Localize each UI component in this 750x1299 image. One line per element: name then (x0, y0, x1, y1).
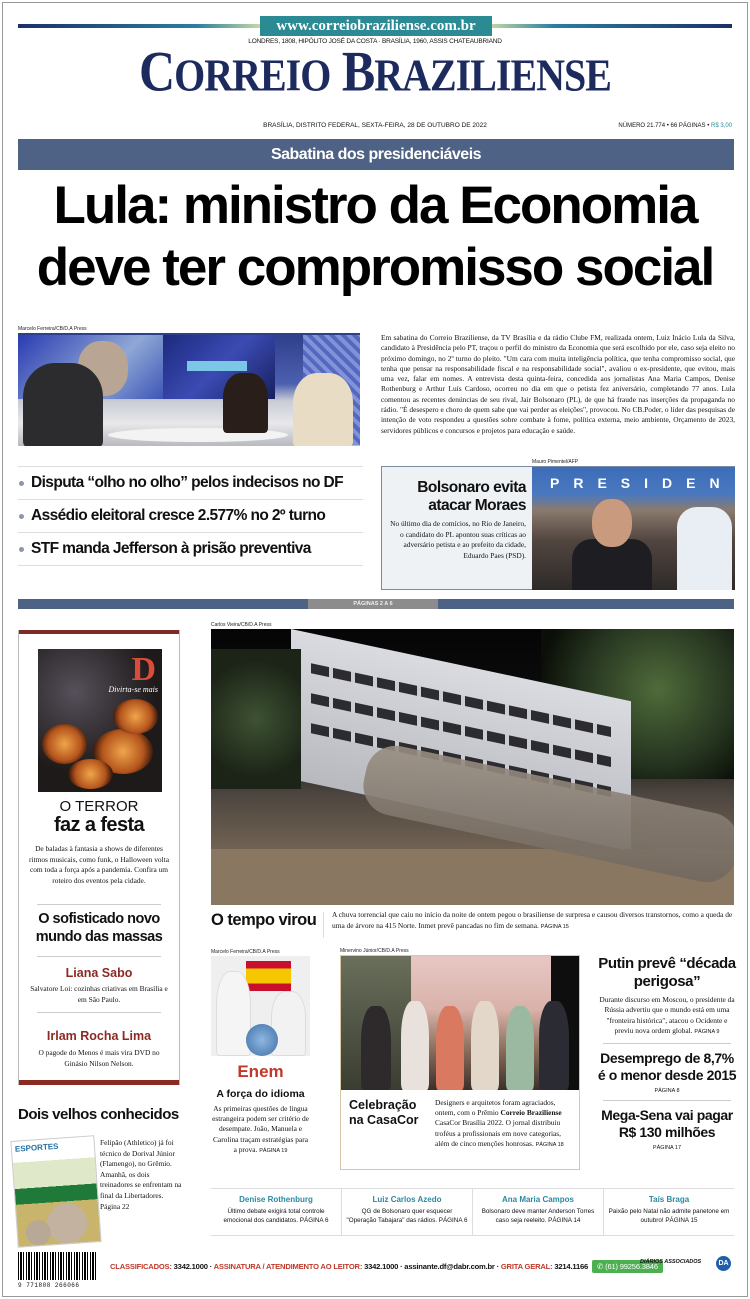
bullet-dot-icon (19, 547, 24, 552)
divider (37, 956, 161, 957)
founders-line: LONDRES, 1808, HIPÓLITO JOSÉ DA COSTA · BRASÍLIA, 1960, ASSIS CHATEAUBRIAND (248, 38, 502, 45)
barcode-number: 9 771808 266066 (18, 1282, 80, 1289)
trees (211, 649, 301, 789)
columnist-text: O pagode do Menos é mais vira DVD no Ginásio Nilson Nelson. (38, 1048, 160, 1068)
feature-title[interactable]: O sofisticado novo mundo das massas (35, 911, 163, 945)
bullet-item[interactable]: STF manda Jefferson à prisão preventiva (18, 532, 363, 565)
dateline: BRASÍLIA, DISTRITO FEDERAL, SEXTA-FEIRA, 28 DE OUTUBRO DE 2022 (263, 122, 487, 129)
divider (603, 1100, 731, 1101)
photo-credit: Mauro Pimentel/AFP (532, 459, 579, 465)
columnist-name[interactable]: Liana Sabo (65, 966, 133, 980)
website-url[interactable]: www.correiobraziliense.com.br (260, 16, 492, 36)
columnist-name: Taís Braga (648, 1195, 690, 1204)
barcode (18, 1252, 96, 1280)
sports-text: Felipão (Athletico) já foi técnico de Dorival Júnior (Flamengo), no Grêmio. Amanhã, os dois treinadores se enfrentam na final da Libertadores. Página 22 (100, 1138, 182, 1211)
photo-credit: Minervino Júnior/CB/D.A Press (340, 948, 409, 954)
bolsonaro-text: No último dia de comícios, no Rio de Janeiro, o candidato do PL apontou suas críticas ao adversário petista e ao prefeito da cidade, Eduardo Paes (PSD). (390, 519, 526, 560)
interviewer-1 (23, 363, 103, 446)
diarios-associados-label: DIÁRIOS ASSOCIADOS (640, 1259, 702, 1265)
person-background (677, 507, 732, 590)
globe-icon (246, 1024, 278, 1056)
whatsapp-badge[interactable]: ✆ (61) 99256.3846 (592, 1260, 663, 1273)
left-column (18, 630, 180, 1085)
issue-info (600, 123, 740, 129)
column-top-bar (19, 630, 179, 634)
headline-line-1: Lula: ministro da Economia (53, 176, 697, 235)
enem-title[interactable]: A força do idioma (216, 1088, 305, 1100)
pages-bar (18, 599, 734, 609)
logo-word-orreio: ORREIO (174, 49, 331, 101)
page-ref: PÁGINA 8 (654, 1088, 680, 1095)
bullet-item[interactable]: Assédio eleitoral cresce 2.577% no 2º turno (18, 499, 363, 532)
esportes-cover[interactable] (10, 1135, 101, 1248)
putin-title[interactable]: Putin prevê “década perigosa” (598, 955, 736, 990)
subscriber-email[interactable]: 3342.1000 · assinante.df@dabr.com.br · (362, 1262, 501, 1271)
weather-title[interactable]: O tempo virou (211, 911, 317, 929)
columnist-text: Último debate exigirá total controle emocional dos candidatos. PÁGINA 6 (223, 1208, 329, 1224)
column-bottom-bar (19, 1080, 179, 1085)
price: R$ 3,00 (710, 123, 732, 129)
terror-kicker: O TERROR (59, 798, 139, 815)
page-ref: PÁGINA 18 (535, 1141, 564, 1148)
issue-number: NÚMERO 21.774 • 66 PÁGINAS • (618, 123, 711, 129)
divider (603, 1043, 731, 1044)
page-ref: PÁGINA 19 (259, 1147, 288, 1154)
lead-kicker: Sabatina dos presidenciáveis (18, 139, 734, 170)
lula-interview-photo[interactable] (18, 333, 360, 446)
spain-flag-icon (246, 961, 291, 991)
whatsapp-icon: ✆ (597, 1262, 606, 1271)
interviewer-2 (223, 373, 268, 433)
page-ref: PÁGINA 15 (540, 923, 569, 930)
headline-line-2: deve ter compromisso social (36, 238, 714, 297)
photo-sign: PRESIDEN (550, 475, 734, 491)
divider (323, 912, 324, 938)
columnist-name: Luiz Carlos Azedo (372, 1195, 442, 1204)
casacor-text: Designers e arquitetos foram agraciados, ontem, com o Prêmio Correio Braziliense CasaCor Brasília 2022. O jornal distribuiu troféus a profissionais em nove categorias, além de cinco menções honrosas. PÁGINA 18 (435, 1098, 564, 1148)
desemprego-title[interactable]: Desemprego de 8,7% é o menor desde 2015 (597, 1050, 737, 1084)
pumpkin-icon (68, 759, 113, 789)
columnist-item[interactable] (604, 1189, 734, 1235)
casacor-story[interactable] (340, 955, 580, 1170)
logo-initial-b: B (341, 38, 375, 104)
columnist-name: Denise Rothenburg (239, 1195, 313, 1204)
divider (18, 565, 363, 566)
page-ref: PÁGINA 17 (652, 1145, 682, 1152)
enem-photo[interactable] (211, 956, 310, 1056)
enem-text: As primeiras questões de língua estrangeira podem ser critério de desempate. João, Manuela e Carolina traçam estratégias para a prova. PÁGINA 19 (212, 1104, 309, 1154)
terror-title[interactable]: faz a festa (53, 814, 145, 836)
columnist-name: Ana Maria Campos (501, 1195, 575, 1204)
person-face (592, 499, 632, 547)
bolsonaro-story[interactable] (381, 466, 735, 590)
bolsonaro-title: Bolsonaro evita atacar Moraes (417, 479, 526, 514)
pumpkin-icon (42, 724, 87, 764)
divider (37, 904, 161, 905)
casacor-photo (341, 956, 579, 1090)
right-column (597, 955, 737, 1151)
cover-header: ESPORTES (14, 1141, 59, 1154)
cover-subtitle: Divirta-se mais (108, 685, 158, 694)
photo-credit: Marcelo Ferreira/CB/D.A Press (18, 326, 87, 332)
fallen-tree-photo[interactable] (211, 629, 734, 905)
photo-credit: Carlos Vieira/CB/D.A Press (211, 622, 272, 628)
columnist-item[interactable] (473, 1189, 604, 1235)
bolsonaro-photo (532, 467, 735, 590)
lead-lede: Em sabatina do Correio Braziliense, da TV Brasília e da rádio Clube FM, realizada ontem, Luiz Inácio Lula da Silva, candidato à Presidência pelo PT, traçou o perfil do ministro da Economia que será escolhido por ele, caso seja eleito no próximo domingo, no 2º turno do pleito. "Um cara com muita inteligência política, que tenha compromisso social, que tenha que pensar na responsabilidade fiscal e na responsabilidade social", avaliou o ex-presidente, que evitou, mais uma vez, falar em nomes. A entrevista desta quinta-feira, concedida aos jornalistas Ana Maria Campos, Denise Rothenburg e Arthur Luís Cardoso, ocorreu no dia em que o petista fez aniversário, completando 77 anos. Lula comentou as recentes denúncias de seu rival, Jair Bolsonaro (PL), de que há fraude nas inserções da propaganda no rádio. "É desespero e choro de quem sabe que vai perder as eleições", provocou. No CB.Poder, o líder das pesquisas de intenção de voto respondeu a questões sobre combate à fome, política externa, meio ambiente, Orçamento de 2023, servidores públicos e concursos e projetos para educação e saúde. (381, 333, 735, 435)
pages-tag[interactable]: PÁGINAS 2 A 6 (308, 599, 438, 609)
terror-text: De baladas à fantasia a shows de diferentes ritmos musicais, como funk, o Halloween volta com toda a força após a pandemia. Confira um roteiro dos eventos pela cidade. (29, 844, 169, 885)
enem-label: Enem (237, 1062, 284, 1081)
casacor-title: Celebração na CasaCor (349, 1098, 419, 1127)
da-logo-icon: DA (716, 1256, 731, 1271)
weather-text: A chuva torrencial que caiu no início da noite de ontem pegou o brasiliense de surpresa e causou diversos transtornos, como a queda de uma de árvore na 415 Norte. Inmet prevê pancadas no fim de semana. PÁGINA 15 (332, 910, 733, 930)
columnist-item[interactable] (211, 1189, 342, 1235)
columnist-text: QG de Bolsonaro quer esquecer "Operação Tabajara" das rádios. PÁGINA 6 (346, 1208, 468, 1224)
cover-logo: D (131, 651, 156, 688)
putin-text: Durante discurso em Moscou, o presidente da Rússia advertiu que o mundo está em uma "fronteira histórica", atacou o Ocidente e previu nova ordem global. PÁGINA 9 (599, 995, 735, 1035)
bullet-item[interactable]: Disputa “olho no olho” pelos indecisos no DF (18, 466, 363, 499)
columnist-text: Salvatore Loi: cozinhas criativas em Brasília e em São Paulo. (30, 984, 168, 1004)
columnists-strip (211, 1188, 734, 1236)
interviewer-3 (293, 373, 353, 446)
logo-initial-c: C (139, 38, 175, 104)
megasena-title[interactable]: Mega-Sena vai pagar R$ 130 milhões (601, 1107, 733, 1141)
sports-title[interactable]: Dois velhos conhecidos (18, 1106, 179, 1123)
headline-bullets (18, 466, 363, 566)
pumpkin-icon (113, 699, 158, 734)
photo-credit: Marcelo Ferreira/CB/D.A Press (211, 949, 280, 955)
page-ref: PÁGINA 9 (694, 1028, 720, 1035)
columnist-item[interactable] (342, 1189, 473, 1235)
divider (37, 1012, 161, 1013)
columnist-name[interactable]: Irlam Rocha Lima (46, 1029, 152, 1043)
divirta-se-cover[interactable] (38, 649, 162, 792)
columnist-text: Bolsonaro deve manter Anderson Torres caso seja reeleito. PÁGINA 14 (481, 1208, 595, 1224)
contact-line: CLASSIFICADOS: 3342.1000 · ASSINATURA / ATENDIMENTO AO LEITOR: 3342.1000 · assinante.df@dabr.com.br · GRITA GERAL: 3214.1166 ✆ (61) 99256.3846 (110, 1260, 663, 1273)
columnist-text: Paixão pelo Natal não admite panetone em outubro! PÁGINA 15 (608, 1208, 730, 1224)
bullet-dot-icon (19, 514, 24, 519)
lead-headline[interactable] (10, 175, 740, 299)
logo-word-raziliense: RAZILIENSE (374, 49, 611, 101)
bullet-dot-icon (19, 481, 24, 486)
